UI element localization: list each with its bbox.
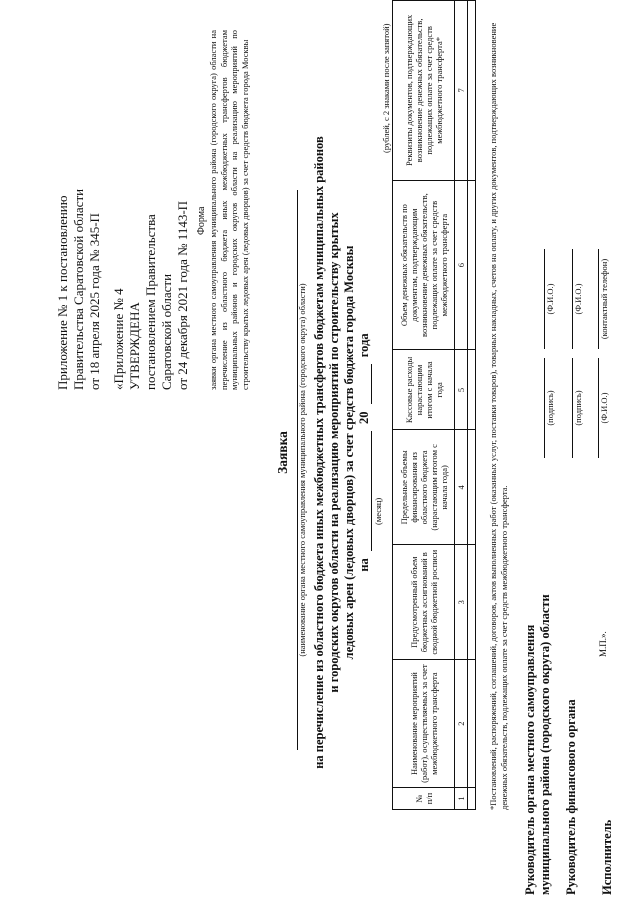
- table-cell: [468, 788, 476, 810]
- table-cell: [468, 180, 476, 350]
- col-header-name: Наименование мероприятий (работ), осуществляемых за счет межбюджетного трансферта: [393, 660, 455, 788]
- table-row: [468, 1, 476, 810]
- appendix-line-3: от 18 апреля 2025 года № 345-П: [87, 213, 102, 390]
- finance-head-label: Руководитель финансового органа: [564, 699, 578, 895]
- col-header-documents: Реквизиты документов, подтверждающих возникновение денежных обязательств, подлежащих оплате за счет средств межбюджетного трансферта*: [393, 1, 455, 181]
- executor-label: Исполнитель: [600, 819, 614, 895]
- table-cell: [468, 1, 476, 181]
- col-header-num: № п/п: [393, 788, 455, 810]
- table-cell: [468, 430, 476, 545]
- col-number: 6: [455, 180, 468, 350]
- table-cell: [468, 545, 476, 660]
- appendix-4: «Приложение № 4: [111, 288, 126, 390]
- subtitle-line-1: на перечисление из областного бюджета иных межбюджетных трансфертов бюджетам муниципальных районов: [312, 136, 326, 769]
- form-label: Форма: [196, 206, 207, 235]
- footnote: *Постановлений, распоряжений, соглашений, договоров, актов выполненных работ (оказанных услуг, поставки товаров), товарных накладных, счетов на оплату, и других документов, подтверждающих возникновение денежных обязательств, подлежащих оплате за счет средств межбюджетного трансферта.: [488, 22, 509, 810]
- col-header-limits: Предельные объемы финансирования из областного бюджета (нарастающим итогом с начала года): [393, 430, 455, 545]
- subtitle-line-3: ледовых арен (ледовых дворцов) за счет средств бюджета города Москвы: [342, 245, 356, 660]
- table-cell: [468, 350, 476, 430]
- table-number-row: [455, 1, 468, 810]
- units-note: (рублей, с 2 знаками после запятой): [381, 23, 391, 153]
- finance-signature-caption: (подпись): [573, 390, 583, 426]
- col-header-cash: Кассовые расходы нарастающим итогом с начала года: [393, 350, 455, 430]
- col-number: 2: [455, 660, 468, 788]
- col-number: 7: [455, 1, 468, 181]
- subtitle-line-2: и городских округов области на реализацию мероприятий по строительству крытых: [327, 212, 341, 693]
- head-label-line-2: муниципального района (городского округа) области: [538, 594, 552, 895]
- period-prefix: на: [357, 558, 371, 572]
- year-prefix: 20: [357, 411, 371, 424]
- month-caption: (месяц): [373, 497, 383, 525]
- head-signature-caption: (подпись): [545, 390, 555, 426]
- col-header-obligations: Объем денежных обязательств по документам, подтверждающим возникновение денежных обязательств, подлежащих оплате за счет средств межбюджетного трансферта: [393, 180, 455, 350]
- org-name-caption: (наименование органа местного самоуправления муниципального района (городского округа) области): [297, 283, 307, 657]
- document-subtitle: [312, 0, 357, 905]
- col-number: 3: [455, 545, 468, 660]
- document-title: Заявка: [275, 431, 290, 474]
- approval-block: [55, 189, 191, 390]
- executor-phone-caption: (контактный телефон): [599, 258, 609, 340]
- year-suffix: года: [357, 333, 371, 358]
- request-table: [392, 0, 476, 810]
- period-line: [357, 0, 372, 905]
- approved-label: УТВЕРЖДЕНА: [127, 302, 142, 390]
- decree-line-1: постановлением Правительства: [143, 214, 158, 390]
- finance-fio-caption: (Ф.И.О.): [573, 283, 583, 315]
- table-cell: [468, 660, 476, 788]
- form-description: заявки органа местного самоуправления муниципального района (городского округа) области на перечисление из областного бюджета иных межбюджетных трансфертов бюджетам муниципальных районов и городских округов области на реализацию мероприятий по строительству крытых ледовых арен (ледовых дворцов) за счет средств бюджета города Москвы: [208, 30, 250, 390]
- executor-fio-caption: (Ф.И.О.): [599, 392, 609, 424]
- appendix-line-1: Приложение № 1 к постановлению: [55, 195, 70, 390]
- stamp-place: М.П.».: [598, 631, 608, 657]
- table-header-row: [393, 1, 455, 810]
- year-blank: [357, 364, 372, 404]
- decree-line-3: от 24 декабря 2021 года № 1143-П: [175, 200, 190, 390]
- col-number: 1: [455, 788, 468, 810]
- appendix-line-2: Правительства Саратовской области: [71, 188, 86, 390]
- col-number: 5: [455, 350, 468, 430]
- col-header-planned: Предусмотренный объем бюджетных ассигнований в сводной бюджетной росписи: [393, 545, 455, 660]
- month-blank: [357, 431, 372, 551]
- head-label-line-1: Руководитель органа местного самоуправления: [523, 624, 537, 895]
- decree-line-2: Саратовской области: [159, 273, 174, 390]
- head-fio-caption: (Ф.И.О.): [545, 283, 555, 315]
- col-number: 4: [455, 430, 468, 545]
